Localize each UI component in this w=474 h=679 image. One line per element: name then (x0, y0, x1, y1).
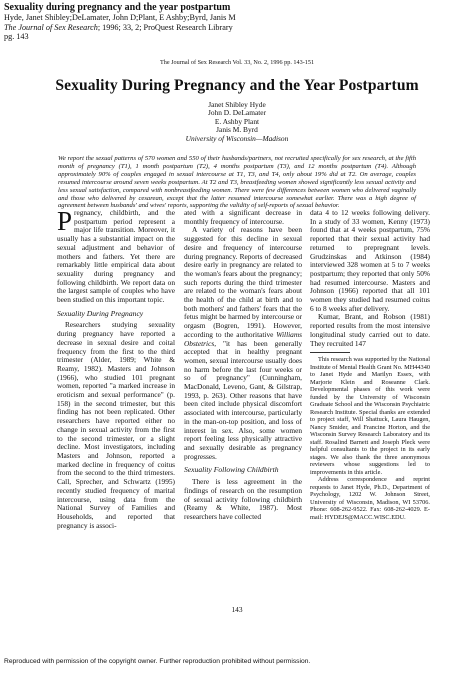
article-title: Sexuality During Pregnancy and the Year Postpartum (55, 77, 419, 94)
body-paragraph: ated with a significant decrease in monthly frequency of intercourse. (184, 208, 302, 226)
intro-paragraph (57, 206, 175, 305)
correspondence-note: Address correspondence and reprint requests to Janet Hyde, Ph.D., Department of Psychology, 1202 W. Johnson Street, University of Wisconsin, Madison, WI 53706. Phone: 608-262-9522. Fax: 608-262-4029. E-mail: HYDEJS@MACC.WISC.EDU. (310, 476, 430, 521)
footnote-divider (310, 352, 350, 353)
author-line: Hyde, Janet Shibley;DeLamater, John D;Plant, E Ashby;Byrd, Janis M (4, 13, 236, 22)
copyright-footer: Reproduced with permission of the copyright owner. Further reproduction prohibited without permission. (4, 658, 311, 665)
body-text: , "it has been generally accepted that in healthy pregnant women, sexual intercourse usually does no harm before the last four weeks or so of pregnancy" (Cunningham, MacDonald, Leveno, Gant, & Gilstrap, 1993, p. 263). Other reasons that have been cited include physical discomfort associated with intercourse, particularly in the man-on-top position, and loss of interest in sex. Also, some women report feeling less physically attractive and sexually desirable as pregnancy progresses. (184, 338, 302, 461)
document-header (4, 2, 470, 42)
document-title-line: Sexuality during pregnancy and the year postpartum (4, 2, 231, 13)
journal-name: The Journal of Sex Research (4, 22, 98, 32)
abstract: We report the sexual patterns of 570 women and 550 of their husbands/partners, not recruited specifically for sex research, at the fifth month of pregnancy (T1), 1 month postpartum (T2), 4 months postpartum (T3), and 12 months postpartum (T4). Although approximately 90% of couples engaged in sexual intercourse at T1, T3, and T4, only about 19% did at T2. On average, couples resumed intercourse around seven weeks postpartum. At T2 and T3, breastfeeding women showed significantly less sexual activity and less sexual satisfaction, compared with nonbreastfeeding women. There were few differences between women who delivered vaginally and those who delivered by cesarean, except that the latter resumed intercourse somewhat earlier. There was a high degree of agreement between husbands' and wives' reports, supporting the validity of self-reports of sexual behavior. (58, 155, 416, 210)
column-2 (184, 209, 302, 522)
source-details: ; 1996; 33, 2; ProQuest Research Library (97, 22, 233, 32)
column-1 (57, 206, 175, 530)
drop-cap: P (57, 206, 73, 236)
body-paragraph: Kumar, Brant, and Robson (1981) reported results from the most intensive longitudinal study carried out to date. They recruited 147 (310, 312, 430, 348)
body-paragraph: There is less agreement in the findings of research on the resumption of sexual activity following childbirth (Reamy & White, 1987). Most researchers have collected (184, 477, 302, 521)
affiliation: University of Wisconsin—Madison (185, 133, 289, 143)
column-3 (310, 209, 430, 521)
section-heading-pregnancy: Sexuality During Pregnancy (57, 308, 144, 318)
author-name: Janis M. Byrd (216, 125, 258, 135)
acknowledgment-note: This research was supported by the National Institute of Mental Health Grant No. MH44340 to Janet Hyde and Marilyn Essex, with Marjorie Klein and Roseanne Clark. Developmental phases of this work were funded by the University of Wisconsin Graduate School and the Wisconsin Psychiatric Research Institute. Special thanks are extended to project staff, Will Shattuck, Laura Haugen, Nancy Smider, and Francine Horton, and the Wisconsin Survey Research Laboratory and its staff. Rosalind Barnett and Joseph Pleck were helpful consultants to the project in its early stages. We also thank the three anonymous reviewers whose suggestions led to improvements in this article. (310, 356, 430, 476)
body-paragraph (184, 226, 302, 461)
intro-text: regnancy, childbirth, and the postpartum period represent a major life transition. Moreover, it usually has a substantial impact on the sexual adjustment and behavior of mothers and fathers. Yet there are remarkably little empirical data about sexuality during pregnancy and following childbirth. We report data on the largest sample of couples who have been studied on this important topic. (57, 208, 175, 305)
book-title: Williams Obstetrics (184, 329, 302, 348)
page-line: pg. 143 (4, 32, 29, 42)
body-paragraph: data 4 to 12 weeks following delivery. In a study of 33 women, Kenny (1973) found that at 4 weeks postpartum, 75% reported that their sexual activity had returned to prepregnant levels. Grudzinskas and Atkinson (1984) interviewed 328 women at 5 to 7 weeks postpartum; they reported that only 50% had resumed intercourse. Masters and Johnson (1966) reported that all 101 women they studied had resumed coitus 6 to 8 weeks after delivery. (310, 208, 430, 313)
section-heading-childbirth: Sexuality Following Childbirth (184, 465, 279, 475)
author-block (0, 101, 474, 143)
running-head: The Journal of Sex Research Vol. 33, No. 2, 1996 pp. 143-151 (159, 59, 315, 66)
author-name: E. Ashby Plant (214, 116, 260, 126)
source-line (4, 23, 470, 33)
page-number: 143 (231, 605, 243, 614)
author-name: John D. DeLamater (207, 108, 267, 118)
author-name: Janet Shibley Hyde (208, 100, 266, 109)
body-paragraph: Researchers studying sexuality during pregnancy have reported a decrease in sexual desire and coital frequency from the first to the third trimester (Alder, 1989; White & Reamy, 1982). Masters and Johnson (1966), who studied 101 pregnant women, reported "a marked increase in eroticism and sexual performance" (p. 158) in the second trimester, but this finding has not been replicated. Other researchers have reported either no change in sexual activity from the first to the second trimester, or a slight decline. Most investigators, including Masters and Johnson, reported a marked decline in frequency of coitus from the second to the third trimesters. Call, Sprecher, and Schwartz (1995) recently studied frequency of marital intercourse, using data from the National Survey of Families and Households, and reported that pregnancy is associ- (57, 320, 175, 530)
body-text: A variety of reasons have been suggested for this decline in sexual desire and frequency of intercourse during pregnancy. Reports of decreased desire early in pregnancy are related to the woman's fears about the pregnancy; such reports during the third trimester are related to the woman's fears about the health of the child at birth and to both mothers' and fathers' fears that the fetus might be harmed by intercourse or orgasm (Bogren, 1991). However, according to the authoritative (184, 225, 302, 339)
